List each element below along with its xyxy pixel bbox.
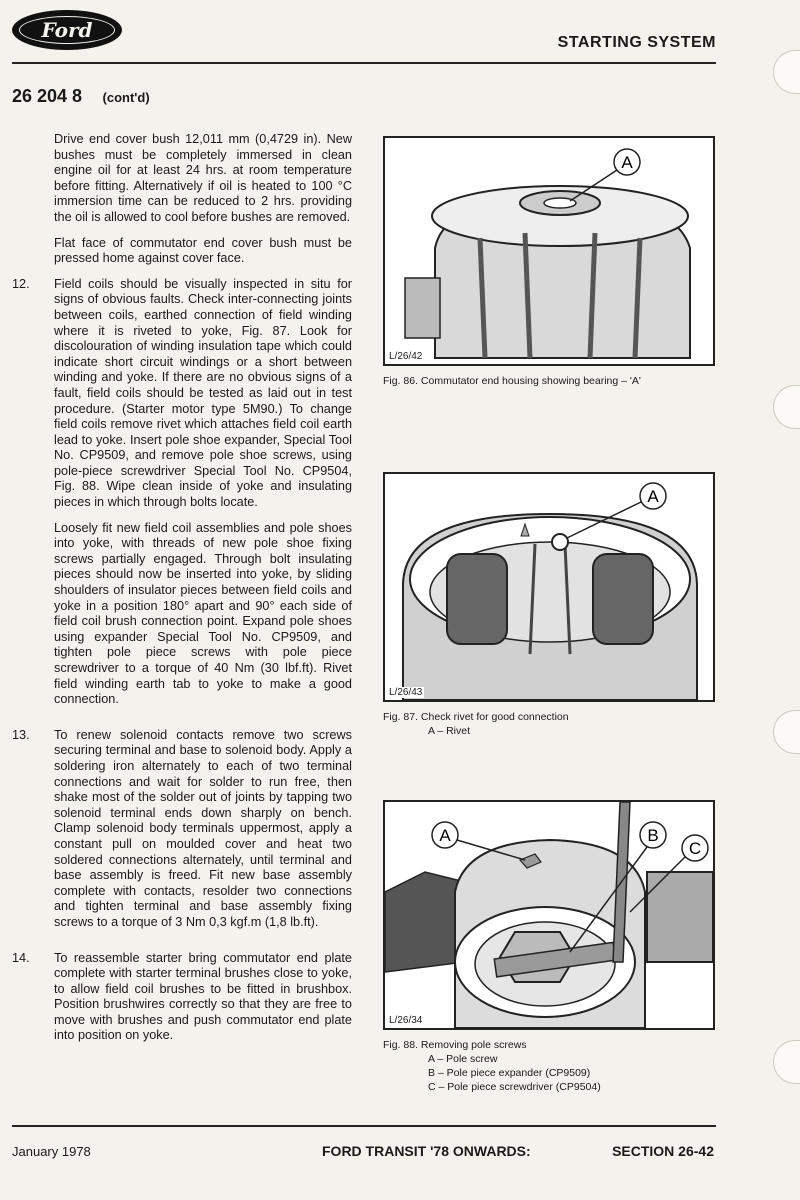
caption-text: Fig. 88. Removing pole screws [383, 1039, 527, 1051]
intro-paragraph: Drive end cover bush 12,011 mm (0,4729 in). New bushes must be completely immersed in clean engine oil for at least 24 hrs. at room temperature before fitting. Alternatively if oil is heated to 100 °C immersion time can be reduced to 2 hrs. providing the oil is allowed to cool before bushes are removed. [54, 132, 352, 224]
step-paragraph: To reassemble starter bring commutator end plate complete with starter terminal brushes close to yoke, to allow field coil brushes to be fitted in brushbox. Position brushwires correctly so that they are free to move with brushes and push commutator end plate into position on yoke. [54, 950, 352, 1043]
caption-key: A – Rivet [428, 725, 471, 737]
figure-86-caption [383, 374, 715, 388]
binder-hole [773, 50, 800, 94]
svg-text:C: C [688, 839, 702, 858]
footer-section: SECTION 26-42 [612, 1143, 714, 1159]
figure-88-caption [383, 1038, 715, 1094]
step-number: 12. [12, 276, 30, 291]
step-item [12, 951, 352, 1055]
caption-text: Fig. 87. Check rivet for good connection [383, 711, 569, 723]
binder-hole [773, 385, 800, 429]
caption-key: C – Pole piece screwdriver (CP9504) [428, 1081, 601, 1093]
step-item [12, 728, 352, 941]
step-number: 13. [12, 727, 30, 742]
figure-reference: L/26/42 [389, 351, 423, 362]
footer-date: January 1978 [12, 1144, 91, 1159]
footer-title: FORD TRANSIT '78 ONWARDS: [322, 1143, 531, 1159]
svg-text:A: A [621, 153, 633, 172]
logo-text: Ford [41, 18, 93, 42]
operation-heading [12, 86, 150, 107]
caption-key: B – Pole piece expander (CP9509) [428, 1067, 591, 1079]
step-paragraph: Field coils should be visually inspected in situ for signs of obvious faults. Check inter-connecting joints between coils, earthed connection of field winding where it is riveted to yoke, Fig. 87. Look for discolouration of winding insulation tape which could indicate short circuit windings or a short between winding and yoke. If there are no obvious signs of a fault, field coils should be tested as laid out in test procedure. (Starter motor type 5M90.) To change field coils remove rivet which attaches field coil earth lead to yoke. Insert pole shoe expander, Special Tool No. CP9509, and remove pole shoe screws, using pole-piece screwdriver Special Tool No. CP9504, Fig. 88. Wipe clean inside of yoke and insulating pieces in which through bolts locate. [54, 276, 352, 510]
step-paragraph: Loosely fit new field coil assemblies and pole shoes into yoke, with threads of new pole shoe fixing screws partially engaged. Through bolt insulating pieces should now be inserted into yoke, by sliding shoulders of insulator pieces between field coils and yoke in a position 180° apart and 90° each side of field coil brush connection point. Expand pole shoes using expander Special Tool No. CP9509, and tighten pole piece screws with pole piece screwdriver to a torque of 40 Nm (30 lbf.ft). Rivet field winding earth tab to yoke to make a good connection. [54, 520, 352, 707]
caption-key: A – Pole screw [428, 1053, 498, 1065]
step-paragraph: To renew solenoid contacts remove two screws securing terminal and base to solenoid body. Apply a soldering iron alternately to each of two terminal connections and wait for solder to run free, then shake most of the solder out of joints by tapping two solenoid terminal ends down sharply on bench. Clamp solenoid body terminals uppermost, apply a constant pull on moulded cover and heat two soldered connections alternately, until terminal and base assembly is freed. Fit new base assembly complete with contacts, resolder two connections and tighten terminal and base assembly fixing screws to a torque of 3 Nm 0,3 kgf.m (1,8 lb.ft). [54, 727, 352, 929]
ford-logo [12, 10, 122, 50]
figure-87-illustration [383, 472, 715, 702]
figure-86 [383, 136, 715, 388]
header-rule [12, 62, 716, 64]
figure-87-caption [383, 710, 715, 738]
procedure-text [12, 132, 352, 1064]
step-number: 14. [12, 950, 30, 965]
figure-86-illustration [383, 136, 715, 366]
figure-88-illustration [383, 800, 715, 1030]
footer-rule [12, 1125, 716, 1127]
step-item [12, 277, 352, 718]
figure-reference: L/26/43 [389, 687, 423, 698]
svg-text:B: B [647, 826, 659, 845]
figure-reference: L/26/34 [389, 1015, 423, 1026]
section-title: STARTING SYSTEM [557, 34, 716, 51]
svg-text:A: A [439, 826, 451, 845]
binder-hole [773, 710, 800, 754]
continued-label: (cont'd) [102, 90, 150, 105]
caption-text: Fig. 86. Commutator end housing showing bearing – 'A' [383, 375, 641, 387]
figure-87 [383, 472, 715, 738]
figure-88 [383, 800, 715, 1094]
operation-code: 26 204 8 [12, 86, 83, 106]
svg-text:A: A [647, 487, 659, 506]
intro-paragraph: Flat face of commutator end cover bush must be pressed home against cover face. [54, 235, 352, 266]
binder-hole [773, 1040, 800, 1084]
